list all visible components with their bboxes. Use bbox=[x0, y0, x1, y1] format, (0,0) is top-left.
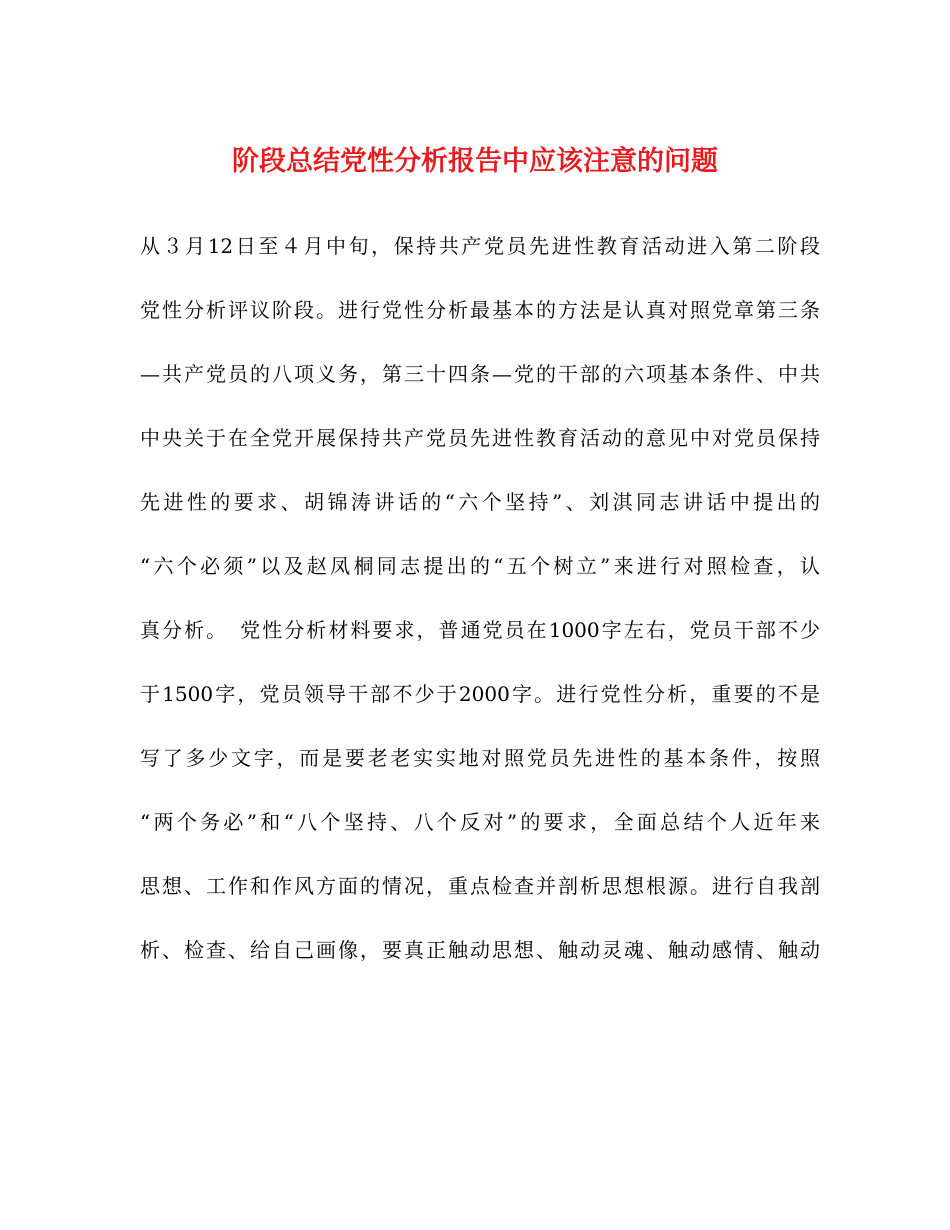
body-line: 析、检查、给自己画像，要真正触动思想、触动灵魂、触动感情、触动 bbox=[140, 938, 820, 962]
document-title: 阶段总结党性分析报告中应该注意的问题 bbox=[232, 146, 718, 177]
body-line: 思想、工作和作风方面的情况，重点检查并剖析思想根源。进行自我剖 bbox=[140, 874, 820, 898]
document-body bbox=[140, 226, 820, 994]
body-line: “两个务必”和“八个坚持、八个反对”的要求，全面总结个人近年来 bbox=[140, 810, 820, 834]
body-line: 写了多少文字，而是要老老实实地对照党员先进性的基本条件，按照 bbox=[140, 746, 820, 770]
body-line: 先进性的要求、胡锦涛讲话的“六个坚持”、刘淇同志讲话中提出的 bbox=[140, 490, 820, 514]
body-line: 党性分析评议阶段。进行党性分析最基本的方法是认真对照党章第三条 bbox=[140, 298, 820, 322]
body-line: “六个必须”以及赵凤桐同志提出的“五个树立”来进行对照检查，认 bbox=[140, 554, 820, 578]
body-line: 于1500字，党员领导干部不少于2000字。进行党性分析，重要的不是 bbox=[140, 682, 820, 706]
body-line: —共产党员的八项义务，第三十四条—党的干部的六项基本条件、中共 bbox=[140, 362, 820, 386]
body-line: 中央关于在全党开展保持共产党员先进性教育活动的意见中对党员保持 bbox=[140, 426, 820, 450]
body-line: 真分析。 党性分析材料要求，普通党员在1000字左右，党员干部不少 bbox=[140, 618, 820, 642]
body-line: 从３月12日至４月中旬，保持共产党员先进性教育活动进入第二阶段 bbox=[140, 234, 820, 258]
